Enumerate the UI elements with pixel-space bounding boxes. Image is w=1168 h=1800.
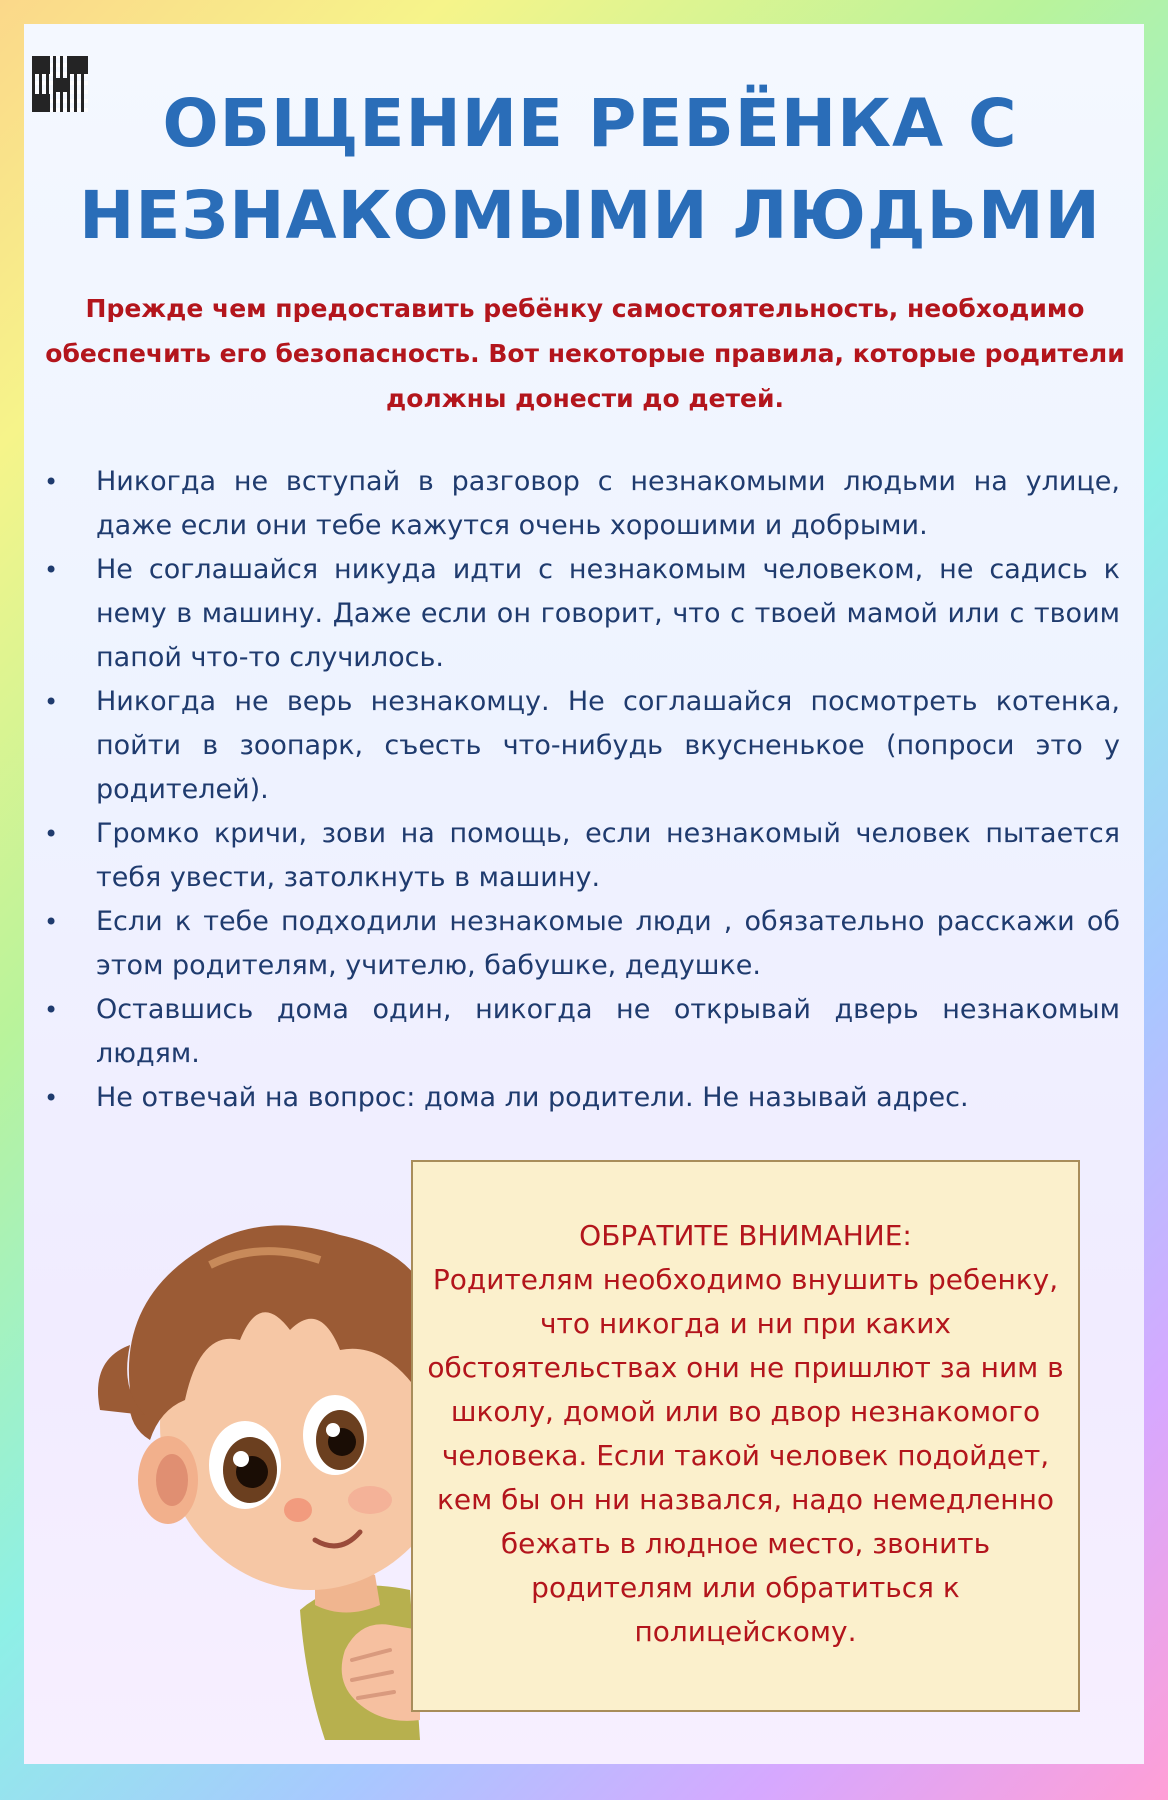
rule-item (40, 1076, 1120, 1120)
rule-text: Не соглашайся никуда идти с незнакомым человеком, не садись к нему в машину. Даже если он говорит, что с твоей мамой или с твоим папой что-то случилось. (96, 554, 1120, 673)
bullet-icon: • (44, 468, 59, 496)
rule-item (40, 460, 1120, 548)
bullet-icon: • (44, 908, 59, 936)
bullet-icon: • (44, 688, 59, 716)
rule-text: Если к тебе подходили незнакомые люди , обязательно расскажи об этом родителям, учителю, бабушке, дедушке. (96, 906, 1120, 981)
rule-item (40, 548, 1120, 680)
rule-text: Не отвечай на вопрос: дома ли родители. Не называй адрес. (96, 1082, 969, 1113)
bullet-icon: • (44, 556, 59, 584)
bullet-icon: • (44, 996, 59, 1024)
bullet-icon: • (44, 820, 59, 848)
rule-item (40, 680, 1120, 812)
rule-text: Громко кричи, зови на помощь, если незнакомый человек пытается тебя увести, затолкнуть в машину. (96, 818, 1120, 893)
cheek-shape (348, 1486, 392, 1514)
ear-inner-shape (156, 1454, 188, 1506)
rule-item (40, 988, 1120, 1076)
title-line-2: НЕЗНАКОМЫМИ ЛЮДЬМИ (79, 177, 1101, 254)
notice-heading: ОБРАТИТЕ ВНИМАНИЕ: (579, 1219, 912, 1252)
intro-text: Прежде чем предоставить ребёнку самостоятельность, необходимо обеспечить его безопасность. Вот некоторые правила, которые родители должны донести до детей. (45, 294, 1125, 413)
rules-list (40, 460, 1120, 1120)
rule-text: Никогда не вступай в разговор с незнакомыми людьми на улице, даже если они тебе кажутся очень хорошими и добрыми. (96, 466, 1120, 541)
rule-item (40, 812, 1120, 900)
rule-text: Оставшись дома один, никогда не открывай дверь незнакомым людям. (96, 994, 1120, 1069)
notice-text: Родителям необходимо внушить ребенку, что никогда и ни при каких обстоятельствах они не пришлют за ним в школу, домой или во двор незнакомого человека. Если такой человек подойдет, кем бы он ни назвался, надо немедленно бежать в людное место, звонить родителям или обратиться к полицейскому. (427, 1263, 1064, 1648)
rule-item (40, 900, 1120, 988)
notice-box (411, 1160, 1080, 1712)
rule-text: Никогда не верь незнакомцу. Не соглашайся посмотреть котенка, пойти в зоопарк, съесть что-нибудь вкусненькое (попроси это у родителей). (96, 686, 1120, 805)
title-line-1: ОБЩЕНИЕ РЕБЁНКА С (162, 85, 1018, 162)
page-title (50, 78, 1130, 262)
bullet-icon: • (44, 1084, 59, 1112)
child-illustration (90, 1180, 430, 1740)
eye-left-shine (233, 1451, 249, 1467)
eye-right-shine (326, 1423, 340, 1437)
nose-shape (284, 1498, 312, 1522)
